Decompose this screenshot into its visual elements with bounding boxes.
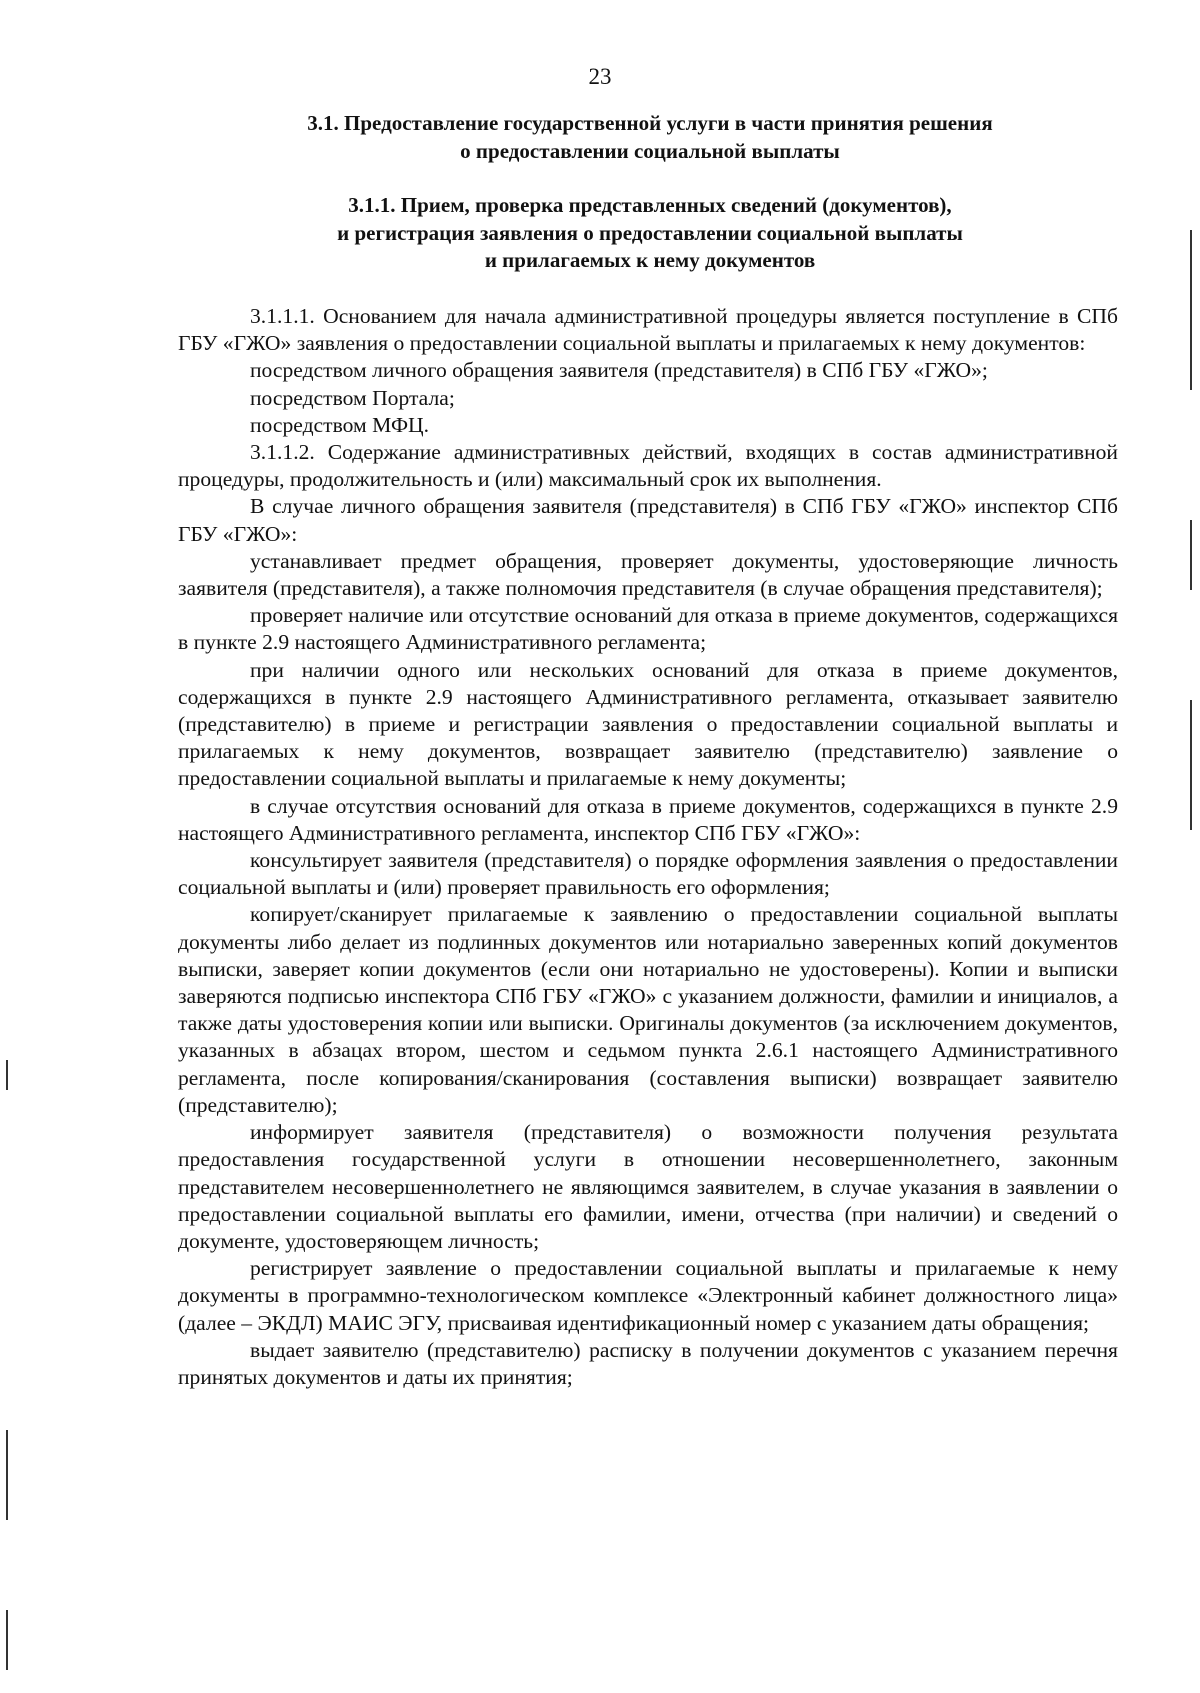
subsection-heading-line: 3.1.1. Прием, проверка представленных сведений (документов),	[348, 193, 952, 217]
subsection-heading-line: и прилагаемых к нему документов	[484, 248, 816, 272]
section-heading-line: о предоставлении социальной выплаты	[460, 138, 840, 163]
scan-artifact	[1190, 230, 1192, 390]
paragraph: консультирует заявителя (представителя) о порядке оформления заявления о предоставлении социальной выплаты и (или) проверяет правильность его оформления;	[178, 848, 1118, 900]
paragraph: посредством Портала;	[250, 385, 455, 410]
section-heading-line: 3.1. Предоставление государственной услуги в части принятия решения	[307, 111, 993, 135]
paragraph: выдает заявителю (представителю) расписку в получении документов с указанием перечня принятых документов и даты их принятия;	[178, 1337, 1118, 1389]
paragraph: информирует заявителя (представителя) о возможности получения результата предоставления государственной услуги в отношении несовершеннолетнего, законным представителем несовершеннолетнего не являющимся заявителем, в случае указания в заявлении о предоставлении социальной выплаты его фамилии, имени, отчества (при наличии) и сведений о документе, удостоверяющем личность;	[178, 1120, 1118, 1253]
scan-artifact	[6, 1610, 8, 1670]
paragraph: посредством личного обращения заявителя (представителя) в СПб ГБУ «ГЖО»;	[250, 358, 988, 383]
paragraph: В случае личного обращения заявителя (представителя) в СПб ГБУ «ГЖО» инспектор СПб ГБУ «ГЖО»:	[178, 494, 1118, 546]
scan-artifact	[6, 1430, 8, 1520]
paragraph: регистрирует заявление о предоставлении социальной выплаты и прилагаемые к нему документы в программно-технологическом комплексе «Электронный кабинет должностного лица» (далее – ЭКДЛ) МАИС ЭГУ, присваивая идентификационный номер с указанием даты обращения;	[178, 1256, 1118, 1335]
paragraph: 3.1.1.2. Содержание административных действий, входящих в состав административной процедуры, продолжительность и (или) максимальный срок их выполнения.	[178, 440, 1118, 492]
scan-artifact	[6, 1060, 8, 1090]
paragraph: устанавливает предмет обращения, проверяет документы, удостоверяющие личность заявителя (представителя), а также полномочия представителя (в случае обращения представителя);	[178, 548, 1118, 601]
paragraph: копирует/сканирует прилагаемые к заявлению о предоставлении социальной выплаты документы либо делает из подлинных документов или нотариально заверенных копий документов выписки, заверяет копии документов (если они нотариально не удостоверены). Копии и выписки заверяются подписью инспектора СПб ГБУ «ГЖО» с указанием должности, фамилии и инициалов, а также даты удостоверения копии или выписки. Оригиналы документов (за исключением документов, указанных в абзацах втором, шестом и седьмом пункта 2.6.1 настоящего Административного регламента, после копирования/сканирования (составления выписки) возвращает заявителю (представителю);	[178, 902, 1118, 1117]
subsection-heading-line: и регистрация заявления о предоставлении социальной выплаты	[337, 220, 963, 245]
scan-artifact	[1190, 700, 1192, 830]
paragraph: при наличии одного или нескольких оснований для отказа в приеме документов, содержащихся в пункте 2.9 настоящего Административного регламента, отказывает заявителю (представителю) в приеме и регистрации заявления о предоставлении социальной выплаты и прилагаемых к нему документов, возвращает заявителю (представителю) заявление о предоставлении социальной выплаты и прилагаемые к нему документы;	[178, 657, 1118, 791]
page-number: 23	[588, 64, 612, 89]
paragraph: в случае отсутствия оснований для отказа в приеме документов, содержащихся в пункте 2.9 настоящего Административного регламента, инспектор СПб ГБУ «ГЖО»:	[178, 793, 1118, 845]
subsection-heading	[180, 192, 1120, 275]
scan-artifact	[1190, 520, 1192, 590]
paragraph: проверяет наличие или отсутствие оснований для отказа в приеме документов, содержащихся в пункте 2.9 настоящего Административного регламента;	[178, 603, 1118, 655]
body-text	[178, 303, 1118, 1391]
paragraph: 3.1.1.1. Основанием для начала административной процедуры является поступление в СПб ГБУ «ГЖО» заявления о предоставлении социальной выплаты и прилагаемых к нему документов:	[178, 304, 1118, 356]
paragraph: посредством МФЦ.	[250, 412, 430, 437]
section-heading	[180, 110, 1120, 165]
